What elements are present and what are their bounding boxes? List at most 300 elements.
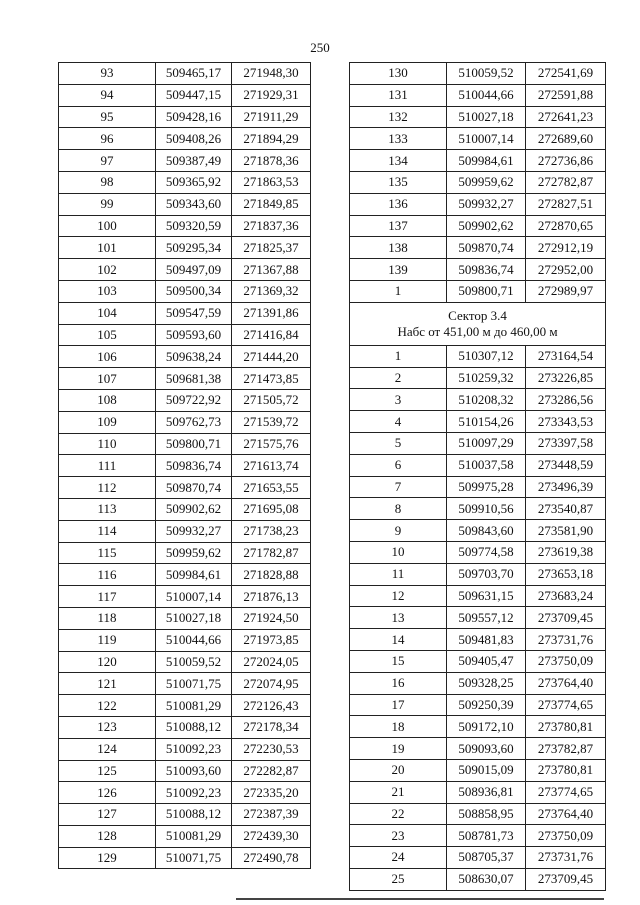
x-coordinate-cell: 510027,18 xyxy=(156,607,232,629)
y-coordinate-cell: 271575,76 xyxy=(232,433,311,455)
x-coordinate-cell: 510037,58 xyxy=(447,454,526,476)
y-coordinate-cell: 273709,45 xyxy=(526,868,606,890)
y-coordinate-cell: 273731,76 xyxy=(526,847,606,869)
x-coordinate-cell: 508858,95 xyxy=(447,803,526,825)
x-coordinate-cell: 509250,39 xyxy=(447,694,526,716)
table-row xyxy=(59,280,311,302)
sector-header-row xyxy=(350,302,606,345)
table-row xyxy=(59,63,311,85)
y-coordinate-cell: 273164,54 xyxy=(526,345,606,367)
point-number-cell: 136 xyxy=(350,193,447,215)
table-row xyxy=(350,781,606,803)
point-number-cell: 116 xyxy=(59,564,156,586)
x-coordinate-cell: 509932,27 xyxy=(156,520,232,542)
table-row xyxy=(350,193,606,215)
x-coordinate-cell: 509328,25 xyxy=(447,672,526,694)
point-number-cell: 111 xyxy=(59,455,156,477)
table-row xyxy=(350,520,606,542)
y-coordinate-cell: 271894,29 xyxy=(232,128,311,150)
y-coordinate-cell: 272178,34 xyxy=(232,716,311,738)
x-coordinate-cell: 510071,75 xyxy=(156,847,232,869)
table-row xyxy=(59,564,311,586)
x-coordinate-cell: 510081,29 xyxy=(156,825,232,847)
y-coordinate-cell: 271863,53 xyxy=(232,171,311,193)
y-coordinate-cell: 273750,09 xyxy=(526,825,606,847)
y-coordinate-cell: 273731,76 xyxy=(526,629,606,651)
point-number-cell: 137 xyxy=(350,215,447,237)
y-coordinate-cell: 273774,65 xyxy=(526,694,606,716)
table-row xyxy=(59,411,311,433)
table-row xyxy=(350,650,606,672)
point-number-cell: 3 xyxy=(350,389,447,411)
x-coordinate-cell: 510081,29 xyxy=(156,695,232,717)
x-coordinate-cell: 509015,09 xyxy=(447,759,526,781)
point-number-cell: 16 xyxy=(350,672,447,694)
x-coordinate-cell: 510208,32 xyxy=(447,389,526,411)
table-row xyxy=(350,541,606,563)
point-number-cell: 98 xyxy=(59,171,156,193)
coordinates-table-right xyxy=(349,62,606,891)
sector-title: Сектор 3.4 xyxy=(448,307,507,323)
table-row xyxy=(59,193,311,215)
coordinates-table-left-body xyxy=(59,63,311,869)
y-coordinate-cell: 271924,50 xyxy=(232,607,311,629)
point-number-cell: 19 xyxy=(350,738,447,760)
x-coordinate-cell: 509902,62 xyxy=(156,498,232,520)
point-number-cell: 17 xyxy=(350,694,447,716)
point-number-cell: 135 xyxy=(350,171,447,193)
y-coordinate-cell: 271653,55 xyxy=(232,477,311,499)
x-coordinate-cell: 509405,47 xyxy=(447,650,526,672)
table-row xyxy=(350,672,606,694)
y-coordinate-cell: 271878,36 xyxy=(232,150,311,172)
point-number-cell: 94 xyxy=(59,84,156,106)
point-number-cell: 115 xyxy=(59,542,156,564)
y-coordinate-cell: 273286,56 xyxy=(526,389,606,411)
x-coordinate-cell: 509320,59 xyxy=(156,215,232,237)
point-number-cell: 127 xyxy=(59,804,156,826)
point-number-cell: 132 xyxy=(350,106,447,128)
coordinates-table-right-bottom-body xyxy=(350,345,606,890)
table-row xyxy=(350,629,606,651)
x-coordinate-cell: 509836,74 xyxy=(156,455,232,477)
table-row xyxy=(350,106,606,128)
x-coordinate-cell: 509295,34 xyxy=(156,237,232,259)
point-number-cell: 131 xyxy=(350,84,447,106)
x-coordinate-cell: 509975,28 xyxy=(447,476,526,498)
table-row xyxy=(350,825,606,847)
sector-header-cell xyxy=(350,302,606,345)
table-row xyxy=(59,629,311,651)
x-coordinate-cell: 509959,62 xyxy=(447,171,526,193)
point-number-cell: 20 xyxy=(350,759,447,781)
point-number-cell: 8 xyxy=(350,498,447,520)
y-coordinate-cell: 272541,69 xyxy=(526,63,606,85)
table-row xyxy=(59,128,311,150)
point-number-cell: 110 xyxy=(59,433,156,455)
x-coordinate-cell: 509681,38 xyxy=(156,368,232,390)
x-coordinate-cell: 510059,52 xyxy=(156,651,232,673)
x-coordinate-cell: 509932,27 xyxy=(447,193,526,215)
point-number-cell: 10 xyxy=(350,541,447,563)
point-number-cell: 14 xyxy=(350,629,447,651)
y-coordinate-cell: 272989,97 xyxy=(526,280,606,302)
table-row xyxy=(350,607,606,629)
y-coordinate-cell: 271948,30 xyxy=(232,63,311,85)
x-coordinate-cell: 509481,83 xyxy=(447,629,526,651)
y-coordinate-cell: 271367,88 xyxy=(232,259,311,281)
table-row xyxy=(59,782,311,804)
y-coordinate-cell: 271825,37 xyxy=(232,237,311,259)
point-number-cell: 103 xyxy=(59,280,156,302)
table-row xyxy=(350,738,606,760)
y-coordinate-cell: 271911,29 xyxy=(232,106,311,128)
point-number-cell: 126 xyxy=(59,782,156,804)
y-coordinate-cell: 273683,24 xyxy=(526,585,606,607)
point-number-cell: 118 xyxy=(59,607,156,629)
point-number-cell: 11 xyxy=(350,563,447,585)
point-number-cell: 1 xyxy=(350,280,447,302)
y-coordinate-cell: 273226,85 xyxy=(526,367,606,389)
x-coordinate-cell: 509365,92 xyxy=(156,171,232,193)
table-row xyxy=(350,171,606,193)
point-number-cell: 106 xyxy=(59,346,156,368)
point-number-cell: 95 xyxy=(59,106,156,128)
point-number-cell: 134 xyxy=(350,150,447,172)
x-coordinate-cell: 509870,74 xyxy=(156,477,232,499)
point-number-cell: 22 xyxy=(350,803,447,825)
x-coordinate-cell: 509387,49 xyxy=(156,150,232,172)
x-coordinate-cell: 509500,34 xyxy=(156,280,232,302)
y-coordinate-cell: 271473,85 xyxy=(232,368,311,390)
point-number-cell: 117 xyxy=(59,586,156,608)
x-coordinate-cell: 509984,61 xyxy=(447,150,526,172)
table-row xyxy=(59,346,311,368)
x-coordinate-cell: 508705,37 xyxy=(447,847,526,869)
x-coordinate-cell: 510259,32 xyxy=(447,367,526,389)
y-coordinate-cell: 271973,85 xyxy=(232,629,311,651)
y-coordinate-cell: 272439,30 xyxy=(232,825,311,847)
y-coordinate-cell: 272782,87 xyxy=(526,171,606,193)
y-coordinate-cell: 272126,43 xyxy=(232,695,311,717)
point-number-cell: 122 xyxy=(59,695,156,717)
table-row xyxy=(350,411,606,433)
point-number-cell: 9 xyxy=(350,520,447,542)
x-coordinate-cell: 509465,17 xyxy=(156,63,232,85)
sector-header-body xyxy=(350,302,606,345)
point-number-cell: 96 xyxy=(59,128,156,150)
point-number-cell: 130 xyxy=(350,63,447,85)
y-coordinate-cell: 271391,86 xyxy=(232,302,311,324)
point-number-cell: 6 xyxy=(350,454,447,476)
point-number-cell: 12 xyxy=(350,585,447,607)
y-coordinate-cell: 271849,85 xyxy=(232,193,311,215)
y-coordinate-cell: 273540,87 xyxy=(526,498,606,520)
x-coordinate-cell: 509870,74 xyxy=(447,237,526,259)
y-coordinate-cell: 272952,00 xyxy=(526,259,606,281)
table-row xyxy=(59,520,311,542)
x-coordinate-cell: 509774,58 xyxy=(447,541,526,563)
y-coordinate-cell: 273774,65 xyxy=(526,781,606,803)
y-coordinate-cell: 271695,08 xyxy=(232,498,311,520)
sector-subtitle: Набс от 451,00 м до 460,00 м xyxy=(397,323,558,339)
y-coordinate-cell: 271828,88 xyxy=(232,564,311,586)
point-number-cell: 138 xyxy=(350,237,447,259)
table-row xyxy=(59,607,311,629)
y-coordinate-cell: 271929,31 xyxy=(232,84,311,106)
point-number-cell: 93 xyxy=(59,63,156,85)
page-number: 250 xyxy=(310,40,330,55)
table-row xyxy=(59,259,311,281)
y-coordinate-cell: 273780,81 xyxy=(526,759,606,781)
table-row xyxy=(59,171,311,193)
table-row xyxy=(59,695,311,717)
point-number-cell: 129 xyxy=(59,847,156,869)
y-coordinate-cell: 272736,86 xyxy=(526,150,606,172)
table-row xyxy=(350,280,606,302)
y-coordinate-cell: 272024,05 xyxy=(232,651,311,673)
y-coordinate-cell: 271876,13 xyxy=(232,586,311,608)
point-number-cell: 18 xyxy=(350,716,447,738)
x-coordinate-cell: 508630,07 xyxy=(447,868,526,890)
x-coordinate-cell: 509093,60 xyxy=(447,738,526,760)
point-number-cell: 119 xyxy=(59,629,156,651)
y-coordinate-cell: 272870,65 xyxy=(526,215,606,237)
y-coordinate-cell: 273343,53 xyxy=(526,411,606,433)
y-coordinate-cell: 272074,95 xyxy=(232,673,311,695)
x-coordinate-cell: 510097,29 xyxy=(447,432,526,454)
table-row xyxy=(59,237,311,259)
table-row xyxy=(350,585,606,607)
table-row xyxy=(350,237,606,259)
table-row xyxy=(350,259,606,281)
point-number-cell: 15 xyxy=(350,650,447,672)
x-coordinate-cell: 509497,09 xyxy=(156,259,232,281)
point-number-cell: 2 xyxy=(350,367,447,389)
point-number-cell: 104 xyxy=(59,302,156,324)
point-number-cell: 25 xyxy=(350,868,447,890)
table-row xyxy=(59,324,311,346)
table-row xyxy=(350,759,606,781)
table-row xyxy=(59,106,311,128)
table-row xyxy=(350,454,606,476)
y-coordinate-cell: 272282,87 xyxy=(232,760,311,782)
x-coordinate-cell: 509547,59 xyxy=(156,302,232,324)
x-coordinate-cell: 509428,16 xyxy=(156,106,232,128)
table-row xyxy=(59,651,311,673)
x-coordinate-cell: 509910,56 xyxy=(447,498,526,520)
y-coordinate-cell: 271539,72 xyxy=(232,411,311,433)
x-coordinate-cell: 509800,71 xyxy=(447,280,526,302)
table-row xyxy=(59,847,311,869)
x-coordinate-cell: 510092,23 xyxy=(156,782,232,804)
y-coordinate-cell: 272912,19 xyxy=(526,237,606,259)
x-coordinate-cell: 509638,24 xyxy=(156,346,232,368)
point-number-cell: 120 xyxy=(59,651,156,673)
x-coordinate-cell: 510059,52 xyxy=(447,63,526,85)
table-row xyxy=(59,673,311,695)
y-coordinate-cell: 272689,60 xyxy=(526,128,606,150)
x-coordinate-cell: 509408,26 xyxy=(156,128,232,150)
y-coordinate-cell: 273709,45 xyxy=(526,607,606,629)
point-number-cell: 24 xyxy=(350,847,447,869)
coordinates-table-right-top-body xyxy=(350,63,606,303)
y-coordinate-cell: 271738,23 xyxy=(232,520,311,542)
y-coordinate-cell: 272387,39 xyxy=(232,804,311,826)
x-coordinate-cell: 509722,92 xyxy=(156,389,232,411)
x-coordinate-cell: 509902,62 xyxy=(447,215,526,237)
x-coordinate-cell: 509703,70 xyxy=(447,563,526,585)
x-coordinate-cell: 510044,66 xyxy=(156,629,232,651)
table-row xyxy=(59,368,311,390)
table-row xyxy=(350,847,606,869)
table-row xyxy=(59,804,311,826)
x-coordinate-cell: 510044,66 xyxy=(447,84,526,106)
x-coordinate-cell: 509836,74 xyxy=(447,259,526,281)
x-coordinate-cell: 509631,15 xyxy=(447,585,526,607)
y-coordinate-cell: 273764,40 xyxy=(526,672,606,694)
point-number-cell: 109 xyxy=(59,411,156,433)
y-coordinate-cell: 272827,51 xyxy=(526,193,606,215)
table-row xyxy=(350,803,606,825)
table-row xyxy=(59,302,311,324)
table-row xyxy=(59,84,311,106)
point-number-cell: 13 xyxy=(350,607,447,629)
table-row xyxy=(350,84,606,106)
page-bottom-line xyxy=(236,898,604,900)
point-number-cell: 133 xyxy=(350,128,447,150)
table-row xyxy=(59,150,311,172)
table-row xyxy=(59,477,311,499)
point-number-cell: 97 xyxy=(59,150,156,172)
table-row xyxy=(59,586,311,608)
table-row xyxy=(350,694,606,716)
y-coordinate-cell: 271782,87 xyxy=(232,542,311,564)
x-coordinate-cell: 509172,10 xyxy=(447,716,526,738)
table-row xyxy=(350,868,606,890)
point-number-cell: 7 xyxy=(350,476,447,498)
point-number-cell: 121 xyxy=(59,673,156,695)
x-coordinate-cell: 509984,61 xyxy=(156,564,232,586)
x-coordinate-cell: 509762,73 xyxy=(156,411,232,433)
table-row xyxy=(59,542,311,564)
x-coordinate-cell: 510007,14 xyxy=(156,586,232,608)
x-coordinate-cell: 509343,60 xyxy=(156,193,232,215)
y-coordinate-cell: 271505,72 xyxy=(232,389,311,411)
x-coordinate-cell: 510088,12 xyxy=(156,804,232,826)
point-number-cell: 21 xyxy=(350,781,447,803)
y-coordinate-cell: 273496,39 xyxy=(526,476,606,498)
x-coordinate-cell: 510007,14 xyxy=(447,128,526,150)
point-number-cell: 123 xyxy=(59,716,156,738)
y-coordinate-cell: 272230,53 xyxy=(232,738,311,760)
table-row xyxy=(59,716,311,738)
table-row xyxy=(350,215,606,237)
point-number-cell: 112 xyxy=(59,477,156,499)
table-row xyxy=(59,498,311,520)
y-coordinate-cell: 272335,20 xyxy=(232,782,311,804)
y-coordinate-cell: 272490,78 xyxy=(232,847,311,869)
y-coordinate-cell: 273653,18 xyxy=(526,563,606,585)
point-number-cell: 124 xyxy=(59,738,156,760)
y-coordinate-cell: 273782,87 xyxy=(526,738,606,760)
y-coordinate-cell: 273619,38 xyxy=(526,541,606,563)
point-number-cell: 105 xyxy=(59,324,156,346)
table-row xyxy=(350,389,606,411)
x-coordinate-cell: 510307,12 xyxy=(447,345,526,367)
x-coordinate-cell: 509593,60 xyxy=(156,324,232,346)
table-row xyxy=(350,716,606,738)
y-coordinate-cell: 271444,20 xyxy=(232,346,311,368)
x-coordinate-cell: 510154,26 xyxy=(447,411,526,433)
y-coordinate-cell: 272641,23 xyxy=(526,106,606,128)
table-row xyxy=(59,215,311,237)
x-coordinate-cell: 509557,12 xyxy=(447,607,526,629)
table-row xyxy=(350,63,606,85)
point-number-cell: 1 xyxy=(350,345,447,367)
point-number-cell: 23 xyxy=(350,825,447,847)
x-coordinate-cell: 509800,71 xyxy=(156,433,232,455)
point-number-cell: 5 xyxy=(350,432,447,454)
x-coordinate-cell: 509959,62 xyxy=(156,542,232,564)
point-number-cell: 102 xyxy=(59,259,156,281)
x-coordinate-cell: 510092,23 xyxy=(156,738,232,760)
table-row xyxy=(350,432,606,454)
y-coordinate-cell: 271416,84 xyxy=(232,324,311,346)
table-row xyxy=(59,760,311,782)
point-number-cell: 125 xyxy=(59,760,156,782)
x-coordinate-cell: 510093,60 xyxy=(156,760,232,782)
x-coordinate-cell: 509447,15 xyxy=(156,84,232,106)
point-number-cell: 108 xyxy=(59,389,156,411)
point-number-cell: 4 xyxy=(350,411,447,433)
table-row xyxy=(350,150,606,172)
point-number-cell: 99 xyxy=(59,193,156,215)
table-row xyxy=(350,563,606,585)
x-coordinate-cell: 508936,81 xyxy=(447,781,526,803)
table-row xyxy=(350,498,606,520)
table-row xyxy=(350,345,606,367)
y-coordinate-cell: 273764,40 xyxy=(526,803,606,825)
point-number-cell: 101 xyxy=(59,237,156,259)
table-row xyxy=(59,825,311,847)
y-coordinate-cell: 273448,59 xyxy=(526,454,606,476)
y-coordinate-cell: 273397,58 xyxy=(526,432,606,454)
x-coordinate-cell: 510088,12 xyxy=(156,716,232,738)
y-coordinate-cell: 271613,74 xyxy=(232,455,311,477)
y-coordinate-cell: 271369,32 xyxy=(232,280,311,302)
x-coordinate-cell: 509843,60 xyxy=(447,520,526,542)
x-coordinate-cell: 508781,73 xyxy=(447,825,526,847)
point-number-cell: 128 xyxy=(59,825,156,847)
point-number-cell: 113 xyxy=(59,498,156,520)
point-number-cell: 100 xyxy=(59,215,156,237)
point-number-cell: 114 xyxy=(59,520,156,542)
table-row xyxy=(350,476,606,498)
y-coordinate-cell: 273581,90 xyxy=(526,520,606,542)
table-row xyxy=(59,455,311,477)
y-coordinate-cell: 273780,81 xyxy=(526,716,606,738)
coordinates-table-left xyxy=(58,62,311,869)
y-coordinate-cell: 271837,36 xyxy=(232,215,311,237)
point-number-cell: 107 xyxy=(59,368,156,390)
table-row xyxy=(59,389,311,411)
y-coordinate-cell: 272591,88 xyxy=(526,84,606,106)
table-row xyxy=(59,433,311,455)
table-row xyxy=(350,128,606,150)
table-row xyxy=(350,367,606,389)
y-coordinate-cell: 273750,09 xyxy=(526,650,606,672)
